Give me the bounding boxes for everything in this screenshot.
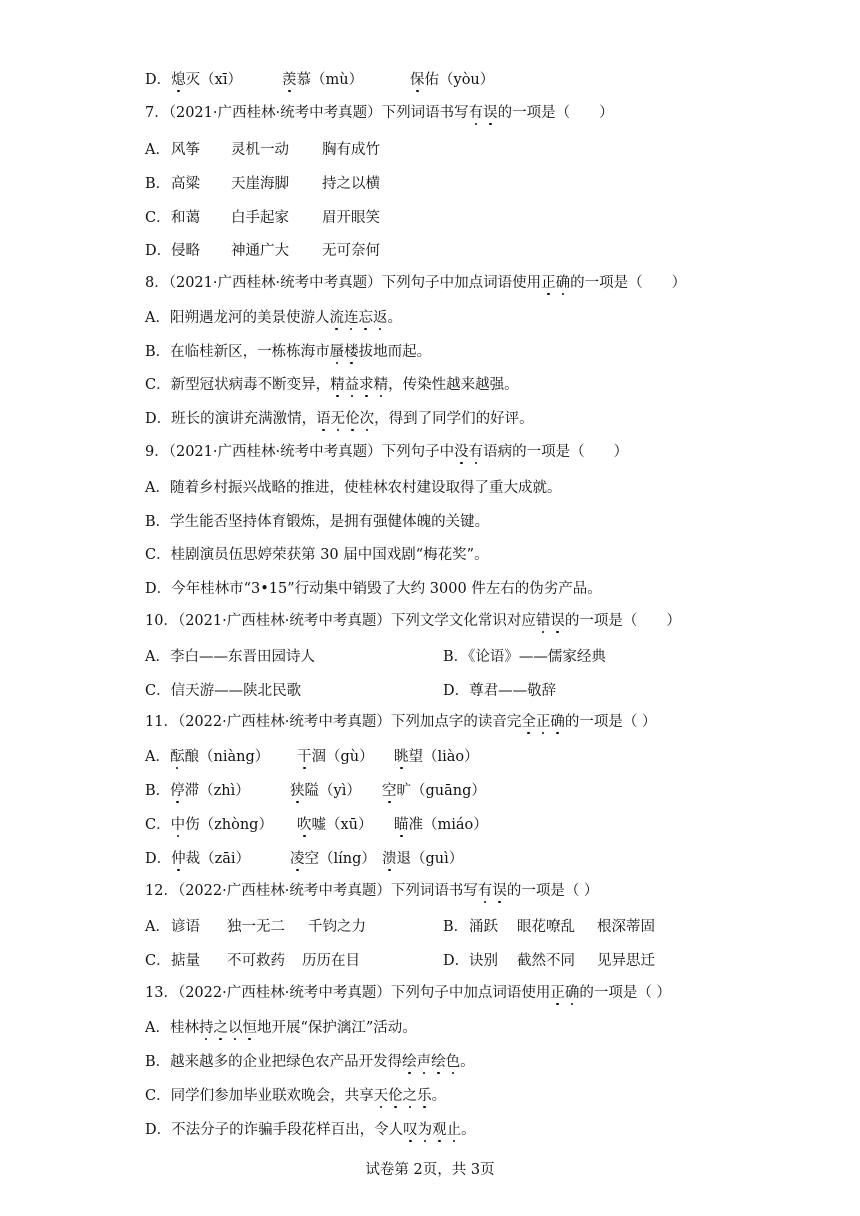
dotted-char: 求: [359, 377, 374, 393]
dotted-char: 保: [410, 72, 425, 88]
dotted-char: 误: [550, 613, 565, 629]
dotted-char: 伦: [345, 411, 360, 427]
q9-option-a: A．随着乡村振兴战略的推进，使桂林农村建设取得了重大成就。: [145, 480, 562, 496]
dotted-char: 正: [535, 714, 551, 730]
q12-option-a: A． 谚语 独一无二 千钧之力: [145, 919, 366, 935]
dotted-char: 绘: [431, 1054, 446, 1070]
dotted-char: 天: [373, 1088, 389, 1104]
dotted-char: 瞄: [394, 817, 409, 833]
q8-option-b: B．在临桂新区，一栋栋海市蜃楼拔地而起。: [145, 344, 432, 360]
dotted-char: 干: [297, 749, 312, 765]
dotted-char: 蜃: [329, 344, 345, 360]
question-13-stem: 13．（2022·广西桂林·统考中考真题）下列句子中加点词语使用正确的一项是（ ）: [145, 985, 671, 1001]
q9-option-d: D．今年桂林市“3•15”行动集中销毁了大约 3000 件左右的伪劣产品。: [145, 581, 602, 597]
dotted-char: 中: [170, 817, 186, 833]
dotted-char: 观: [432, 1122, 447, 1138]
dotted-char: 吹: [297, 817, 312, 833]
dotted-char: 持: [198, 1020, 214, 1036]
q11-option-c: C．中伤（zhòng） 吹嘘（xū） 瞄准（miáo）: [145, 817, 488, 833]
q12-option-b: B． 涌跃 眼花嘹乱 根深蒂固: [443, 919, 655, 935]
dotted-char: 仲: [171, 851, 186, 867]
dotted-char: 楼: [344, 344, 359, 360]
q7-option-d: D． 侵略 神通广大 无可奈何: [145, 243, 380, 259]
dotted-char: 声: [416, 1054, 432, 1070]
q10-option-c: C．信天游——陕北民歌: [145, 683, 302, 699]
dotted-char: 色: [445, 1054, 461, 1070]
dotted-char: 全: [521, 714, 536, 730]
q8-option-a: A．阳朔遇龙河的美景使游人流连忘返。: [145, 310, 402, 326]
question-9-stem: 9．（2021·广西桂林·统考中考真题）下列句子中没有语病的一项是（ ）: [145, 444, 629, 460]
q11-option-b: B．停滞（zhì） 狭隘（yì） 空旷（guāng）: [145, 783, 486, 799]
dotted-char: 返: [372, 310, 388, 326]
dotted-char: 羡: [282, 72, 297, 88]
q8-option-c: C．新型冠状病毒不断变异，精益求精，传染性越来越强。: [145, 377, 519, 393]
q6-option-d: D．熄灭（xī） 羡慕（mù） 保佑（yòu）: [145, 72, 495, 88]
dotted-char: 乐: [417, 1088, 432, 1104]
dotted-char: 恒: [242, 1020, 257, 1036]
q10-option-d: D．尊君——敬辞: [443, 683, 557, 699]
q8-option-d: D．班长的演讲充满激情，语无伦次，得到了同学们的好评。: [145, 411, 534, 427]
dotted-char: 连: [343, 310, 359, 326]
question-8-stem: 8．（2021·广西桂林·统考中考真题）下列句子中加点词语使用正确的一项是（ ）: [145, 275, 687, 291]
q7-option-b: B． 高粱 天崖海脚 持之以横: [145, 176, 380, 192]
dotted-char: 精: [373, 377, 389, 393]
q9-option-c: C．桂剧演员伍思婷荣获第 30 届中国戏剧“梅花奖”。: [145, 547, 489, 563]
q10-options-row-1: [145, 647, 606, 667]
q9-option-b: B．学生能否坚持体育锻炼，是拥有强健体魄的关键。: [145, 514, 490, 530]
question-7-stem: 7．（2021·广西桂林·统考中考真题）下列词语书写有误的一项是（ ）: [145, 105, 614, 121]
dotted-char: 语: [316, 411, 331, 427]
dotted-char: 眺: [394, 749, 409, 765]
dotted-char: 停: [170, 783, 185, 799]
q11-option-a: A．酝酿（niàng） 干涸（gù） 眺望（liào）: [145, 749, 479, 765]
question-12-stem: 12．（2022·广西桂林·统考中考真题）下列词语书写有误的一项是（ ）: [145, 883, 599, 899]
dotted-char: 流: [329, 310, 344, 326]
dotted-char: 酝: [169, 749, 185, 765]
dotted-char: 狭: [290, 783, 305, 799]
dotted-char: 熄: [171, 72, 186, 88]
dotted-char: 误: [492, 883, 507, 899]
dotted-char: 为: [417, 1122, 433, 1138]
dotted-char: 次: [359, 411, 375, 427]
q13-option-b: B．越来越多的企业把绿色农产品开发得绘声绘色。: [145, 1054, 475, 1070]
q12-options-row-2: [145, 951, 655, 971]
q12-options-row-1: [145, 917, 655, 937]
q12-option-c: C． 掂量 不可救药 历历在目: [145, 953, 360, 969]
dotted-char: 溃: [382, 851, 397, 867]
dotted-char: 无: [330, 411, 346, 427]
dotted-char: 之: [213, 1020, 228, 1036]
dotted-char: 确: [564, 985, 580, 1001]
q13-option-c: C．同学们参加毕业联欢晚会，共享天伦之乐。: [145, 1088, 447, 1104]
question-10-stem: 10．（2021·广西桂林·统考中考真题）下列文学文化常识对应错误的一项是（ ）: [145, 613, 681, 629]
dotted-char: 空: [382, 783, 397, 799]
dotted-char: 错: [535, 613, 551, 629]
dotted-char: 益: [344, 377, 360, 393]
dotted-char: 正: [541, 275, 556, 291]
dotted-char: 确: [555, 275, 571, 291]
dotted-char: 之: [402, 1088, 418, 1104]
dotted-char: 以: [227, 1020, 243, 1036]
dotted-char: 精: [330, 377, 345, 393]
dotted-char: 凌: [290, 851, 305, 867]
page-footer: 试卷第 2页，共 3页: [365, 1162, 495, 1178]
dotted-char: 叹: [403, 1122, 418, 1138]
q10-option-b: B．《论语》——儒家经典: [443, 649, 606, 665]
q10-options-row-2: [145, 681, 557, 701]
dotted-char: 有: [477, 883, 493, 899]
q12-option-d: D． 诀别 截然不同 见异思迁: [443, 953, 655, 969]
q7-option-a: A． 风筝 灵机一动 胸有成竹: [145, 142, 380, 158]
question-11-stem: 11．（2022·广西桂林·统考中考真题）下列加点字的读音完全正确的一项是（ ）: [145, 714, 657, 730]
dotted-char: 确: [550, 714, 565, 730]
dotted-char: 有: [468, 105, 484, 121]
q7-option-c: C． 和蔼 白手起家 眉开眼笑: [145, 210, 380, 226]
dotted-char: 有: [468, 444, 484, 460]
q10-option-a: A．李白——东晋田园诗人: [145, 649, 315, 665]
dotted-char: 伦: [388, 1088, 403, 1104]
dotted-char: 正: [550, 985, 565, 1001]
dotted-char: 忘: [358, 310, 373, 326]
dotted-char: 没: [454, 444, 469, 460]
dotted-char: 误: [483, 105, 498, 121]
q13-option-d: D．不法分子的诈骗手段花样百出，令人叹为观止。: [145, 1122, 476, 1138]
q11-option-d: D．仲裁（zāi） 凌空（líng） 溃退（guì）: [145, 851, 464, 867]
dotted-char: 止: [446, 1122, 462, 1138]
dotted-char: 绘: [402, 1054, 417, 1070]
q13-option-a: A．桂林持之以恒地开展“保护漓江”活动。: [145, 1020, 417, 1036]
